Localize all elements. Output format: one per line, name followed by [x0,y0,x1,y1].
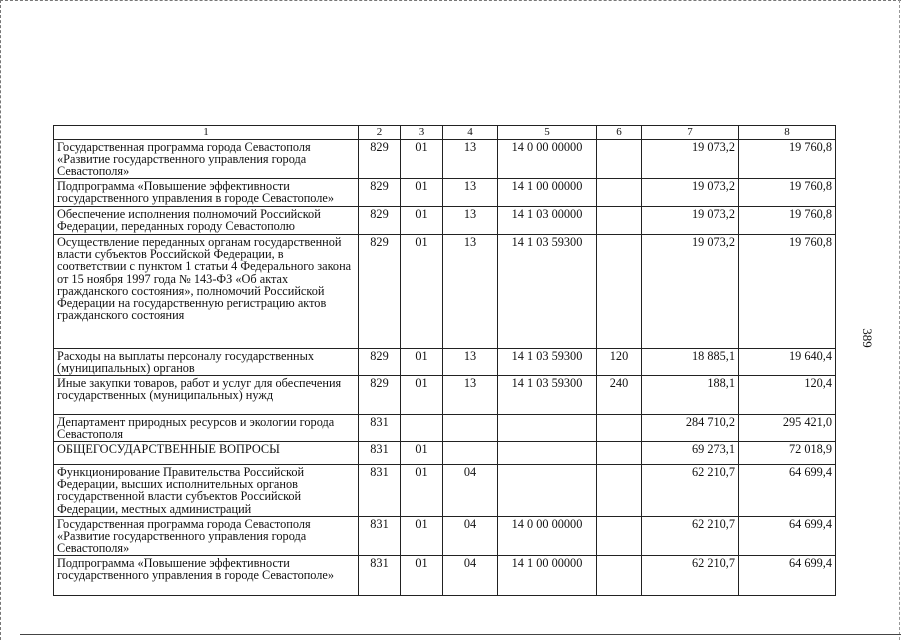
row-col-4: 13 [443,140,498,179]
table-row [54,465,836,517]
row-col-7: 62 210,7 [642,465,739,517]
row-col-3: 01 [401,556,443,596]
row-col-6: 240 [597,376,642,415]
row-name: Обеспечение исполнения полномочий Российской Федерации, переданных городу Севастополю [54,207,359,235]
table-row [54,556,836,596]
page-edge-left [0,0,1,640]
row-col-8: 64 699,4 [739,556,836,596]
row-name: Расходы на выплаты персоналу государственных (муниципальных) органов [54,349,359,376]
budget-table [53,125,836,596]
row-col-6 [597,517,642,556]
row-col-3: 01 [401,207,443,235]
row-col-4 [443,415,498,442]
row-col-2: 831 [359,517,401,556]
row-col-2: 831 [359,556,401,596]
row-name: Иные закупки товаров, работ и услуг для обеспечения государственных (муниципальных) нужд [54,376,359,415]
row-col-3: 01 [401,349,443,376]
row-col-6 [597,465,642,517]
table-row [54,207,836,235]
row-col-4: 13 [443,376,498,415]
table-row [54,376,836,415]
row-col-8: 295 421,0 [739,415,836,442]
header-row [54,126,836,140]
row-col-7: 284 710,2 [642,415,739,442]
row-col-2: 829 [359,349,401,376]
row-col-2: 829 [359,235,401,349]
page-edge-right [899,0,900,640]
row-col-4: 13 [443,235,498,349]
header-cell: 6 [597,126,642,140]
row-col-6 [597,442,642,465]
row-col-5: 14 0 00 00000 [498,140,597,179]
table-row [54,415,836,442]
row-col-2: 829 [359,140,401,179]
row-col-6 [597,179,642,207]
header-cell: 7 [642,126,739,140]
row-col-2: 831 [359,442,401,465]
row-col-6 [597,235,642,349]
row-col-2: 829 [359,207,401,235]
row-name: Государственная программа города Севастополя «Развитие государственного управления города Севастополя» [54,517,359,556]
table-row [54,349,836,376]
row-name: Функционирование Правительства Российской Федерации, высших исполнительных органов государственной власти субъектов Российской Федерации, местных администраций [54,465,359,517]
row-col-5: 14 1 03 00000 [498,207,597,235]
row-col-4: 13 [443,207,498,235]
row-col-3: 01 [401,179,443,207]
table-row [54,235,836,349]
header-cell: 3 [401,126,443,140]
header-cell: 5 [498,126,597,140]
row-col-8: 72 018,9 [739,442,836,465]
row-col-7: 69 273,1 [642,442,739,465]
page-edge-bottom [20,634,901,635]
row-col-2: 829 [359,179,401,207]
row-col-5: 14 1 00 00000 [498,556,597,596]
row-col-5: 14 1 00 00000 [498,179,597,207]
row-col-6 [597,556,642,596]
row-col-3: 01 [401,140,443,179]
row-col-7: 19 073,2 [642,179,739,207]
row-col-8: 19 760,8 [739,207,836,235]
table-row [54,442,836,465]
page-edge-top [0,0,901,1]
table-row [54,179,836,207]
row-col-7: 188,1 [642,376,739,415]
row-col-4: 04 [443,517,498,556]
row-col-2: 831 [359,415,401,442]
row-name: Департамент природных ресурсов и экологии города Севастополя [54,415,359,442]
row-name: ОБЩЕГОСУДАРСТВЕННЫЕ ВОПРОСЫ [54,442,359,465]
table-body [54,140,836,596]
row-col-3: 01 [401,465,443,517]
row-name: Подпрограмма «Повышение эффективности государственного управления в городе Севастополе» [54,556,359,596]
row-col-4: 13 [443,349,498,376]
row-col-4: 04 [443,465,498,517]
row-col-4: 04 [443,556,498,596]
row-col-4: 13 [443,179,498,207]
row-col-8: 120,4 [739,376,836,415]
row-col-3: 01 [401,442,443,465]
row-col-8: 19 640,4 [739,349,836,376]
row-col-5: 14 1 03 59300 [498,235,597,349]
row-col-6 [597,140,642,179]
row-col-7: 62 210,7 [642,556,739,596]
header-cell: 8 [739,126,836,140]
row-col-3: 01 [401,235,443,349]
header-cell: 1 [54,126,359,140]
row-col-3: 01 [401,517,443,556]
row-name: Осуществление переданных органам государственной власти субъектов Российской Федерации, в соответствии с пунктом 1 статьи 4 Федерального закона от 15 ноября 1997 года № 143-ФЗ «Об актах гражданского состояния», полномочий Российской Федерации на государственную регистрацию актов гражданского состояния [54,235,359,349]
row-col-7: 62 210,7 [642,517,739,556]
row-name: Подпрограмма «Повышение эффективности государственного управления в городе Севастополе» [54,179,359,207]
row-col-6 [597,207,642,235]
row-col-5: 14 1 03 59300 [498,376,597,415]
row-col-5 [498,442,597,465]
row-col-2: 829 [359,376,401,415]
page-number: 389 [860,328,875,348]
row-name: Государственная программа города Севастополя «Развитие государственного управления города Севастополя» [54,140,359,179]
row-col-7: 19 073,2 [642,140,739,179]
row-col-5: 14 0 00 00000 [498,517,597,556]
row-col-3 [401,415,443,442]
row-col-2: 831 [359,465,401,517]
row-col-8: 19 760,8 [739,179,836,207]
row-col-8: 19 760,8 [739,140,836,179]
row-col-5 [498,465,597,517]
row-col-5 [498,415,597,442]
table-row [54,140,836,179]
row-col-8: 19 760,8 [739,235,836,349]
row-col-7: 19 073,2 [642,207,739,235]
row-col-3: 01 [401,376,443,415]
row-col-7: 18 885,1 [642,349,739,376]
table-row [54,517,836,556]
header-cell: 4 [443,126,498,140]
row-col-8: 64 699,4 [739,465,836,517]
row-col-5: 14 1 03 59300 [498,349,597,376]
row-col-6: 120 [597,349,642,376]
header-cell: 2 [359,126,401,140]
row-col-6 [597,415,642,442]
row-col-7: 19 073,2 [642,235,739,349]
row-col-4 [443,442,498,465]
row-col-8: 64 699,4 [739,517,836,556]
